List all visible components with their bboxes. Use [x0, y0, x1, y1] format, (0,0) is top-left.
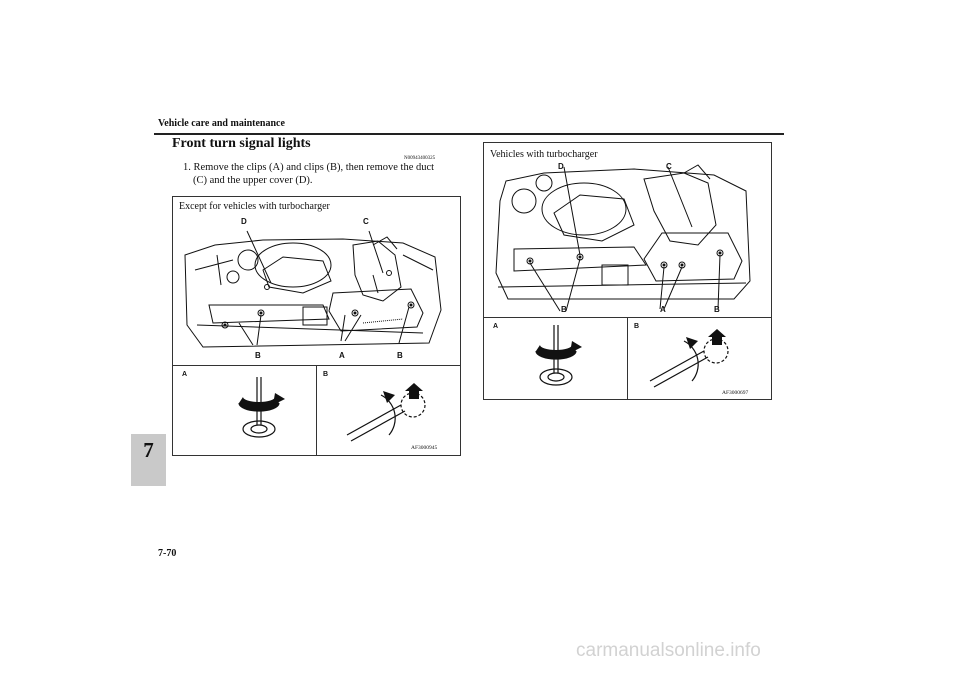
clip-a-removal-illustration	[213, 375, 303, 447]
section-number: 7	[143, 438, 154, 462]
figure-left	[172, 196, 461, 456]
label-b-left: B	[255, 351, 261, 360]
page-number: 7-70	[158, 548, 177, 559]
step-1-line-1: 1. Remove the clips (A) and clips (B), then remove the duct	[183, 162, 435, 173]
figure-left-caption: Except for vehicles with turbocharger	[179, 201, 330, 212]
label-a: A	[660, 305, 666, 314]
section-title: Front turn signal lights	[172, 136, 311, 151]
figure-right-code: AF3000697	[722, 390, 749, 396]
figure-left-divider-v	[316, 365, 317, 455]
label-d: D	[241, 217, 247, 226]
clip-b-removal-illustration	[343, 377, 448, 443]
sub-label-a: A	[182, 371, 188, 378]
sub-label-b: B	[323, 371, 329, 378]
label-b-left: B	[561, 305, 567, 314]
figure-right-caption: Vehicles with turbocharger	[490, 149, 598, 160]
label-d: D	[558, 162, 564, 171]
label-b-right: B	[714, 305, 720, 314]
step-1-line-2: (C) and the upper cover (D).	[193, 174, 313, 186]
step-1-text	[183, 162, 461, 187]
label-b-right: B	[397, 351, 403, 360]
clip-a-removal-illustration	[510, 323, 600, 393]
figure-left-code: AF3000945	[411, 445, 438, 451]
running-header: Vehicle care and maintenance	[158, 118, 285, 129]
label-a: A	[339, 351, 345, 360]
clip-b-removal-illustration	[646, 325, 751, 389]
label-c: C	[363, 217, 369, 226]
turbo-engine-bay-illustration	[484, 161, 771, 317]
figure-right	[483, 142, 772, 400]
sub-label-a: A	[493, 323, 499, 330]
watermark: carmanualsonline.info	[576, 640, 761, 661]
figure-right-divider-v	[627, 317, 628, 399]
header-rule	[154, 133, 784, 135]
engine-bay-illustration	[173, 215, 460, 363]
reference-code: N00943400325	[404, 156, 436, 161]
step-number: 1.	[183, 162, 191, 173]
sub-label-b: B	[634, 323, 640, 330]
label-c: C	[666, 162, 672, 171]
